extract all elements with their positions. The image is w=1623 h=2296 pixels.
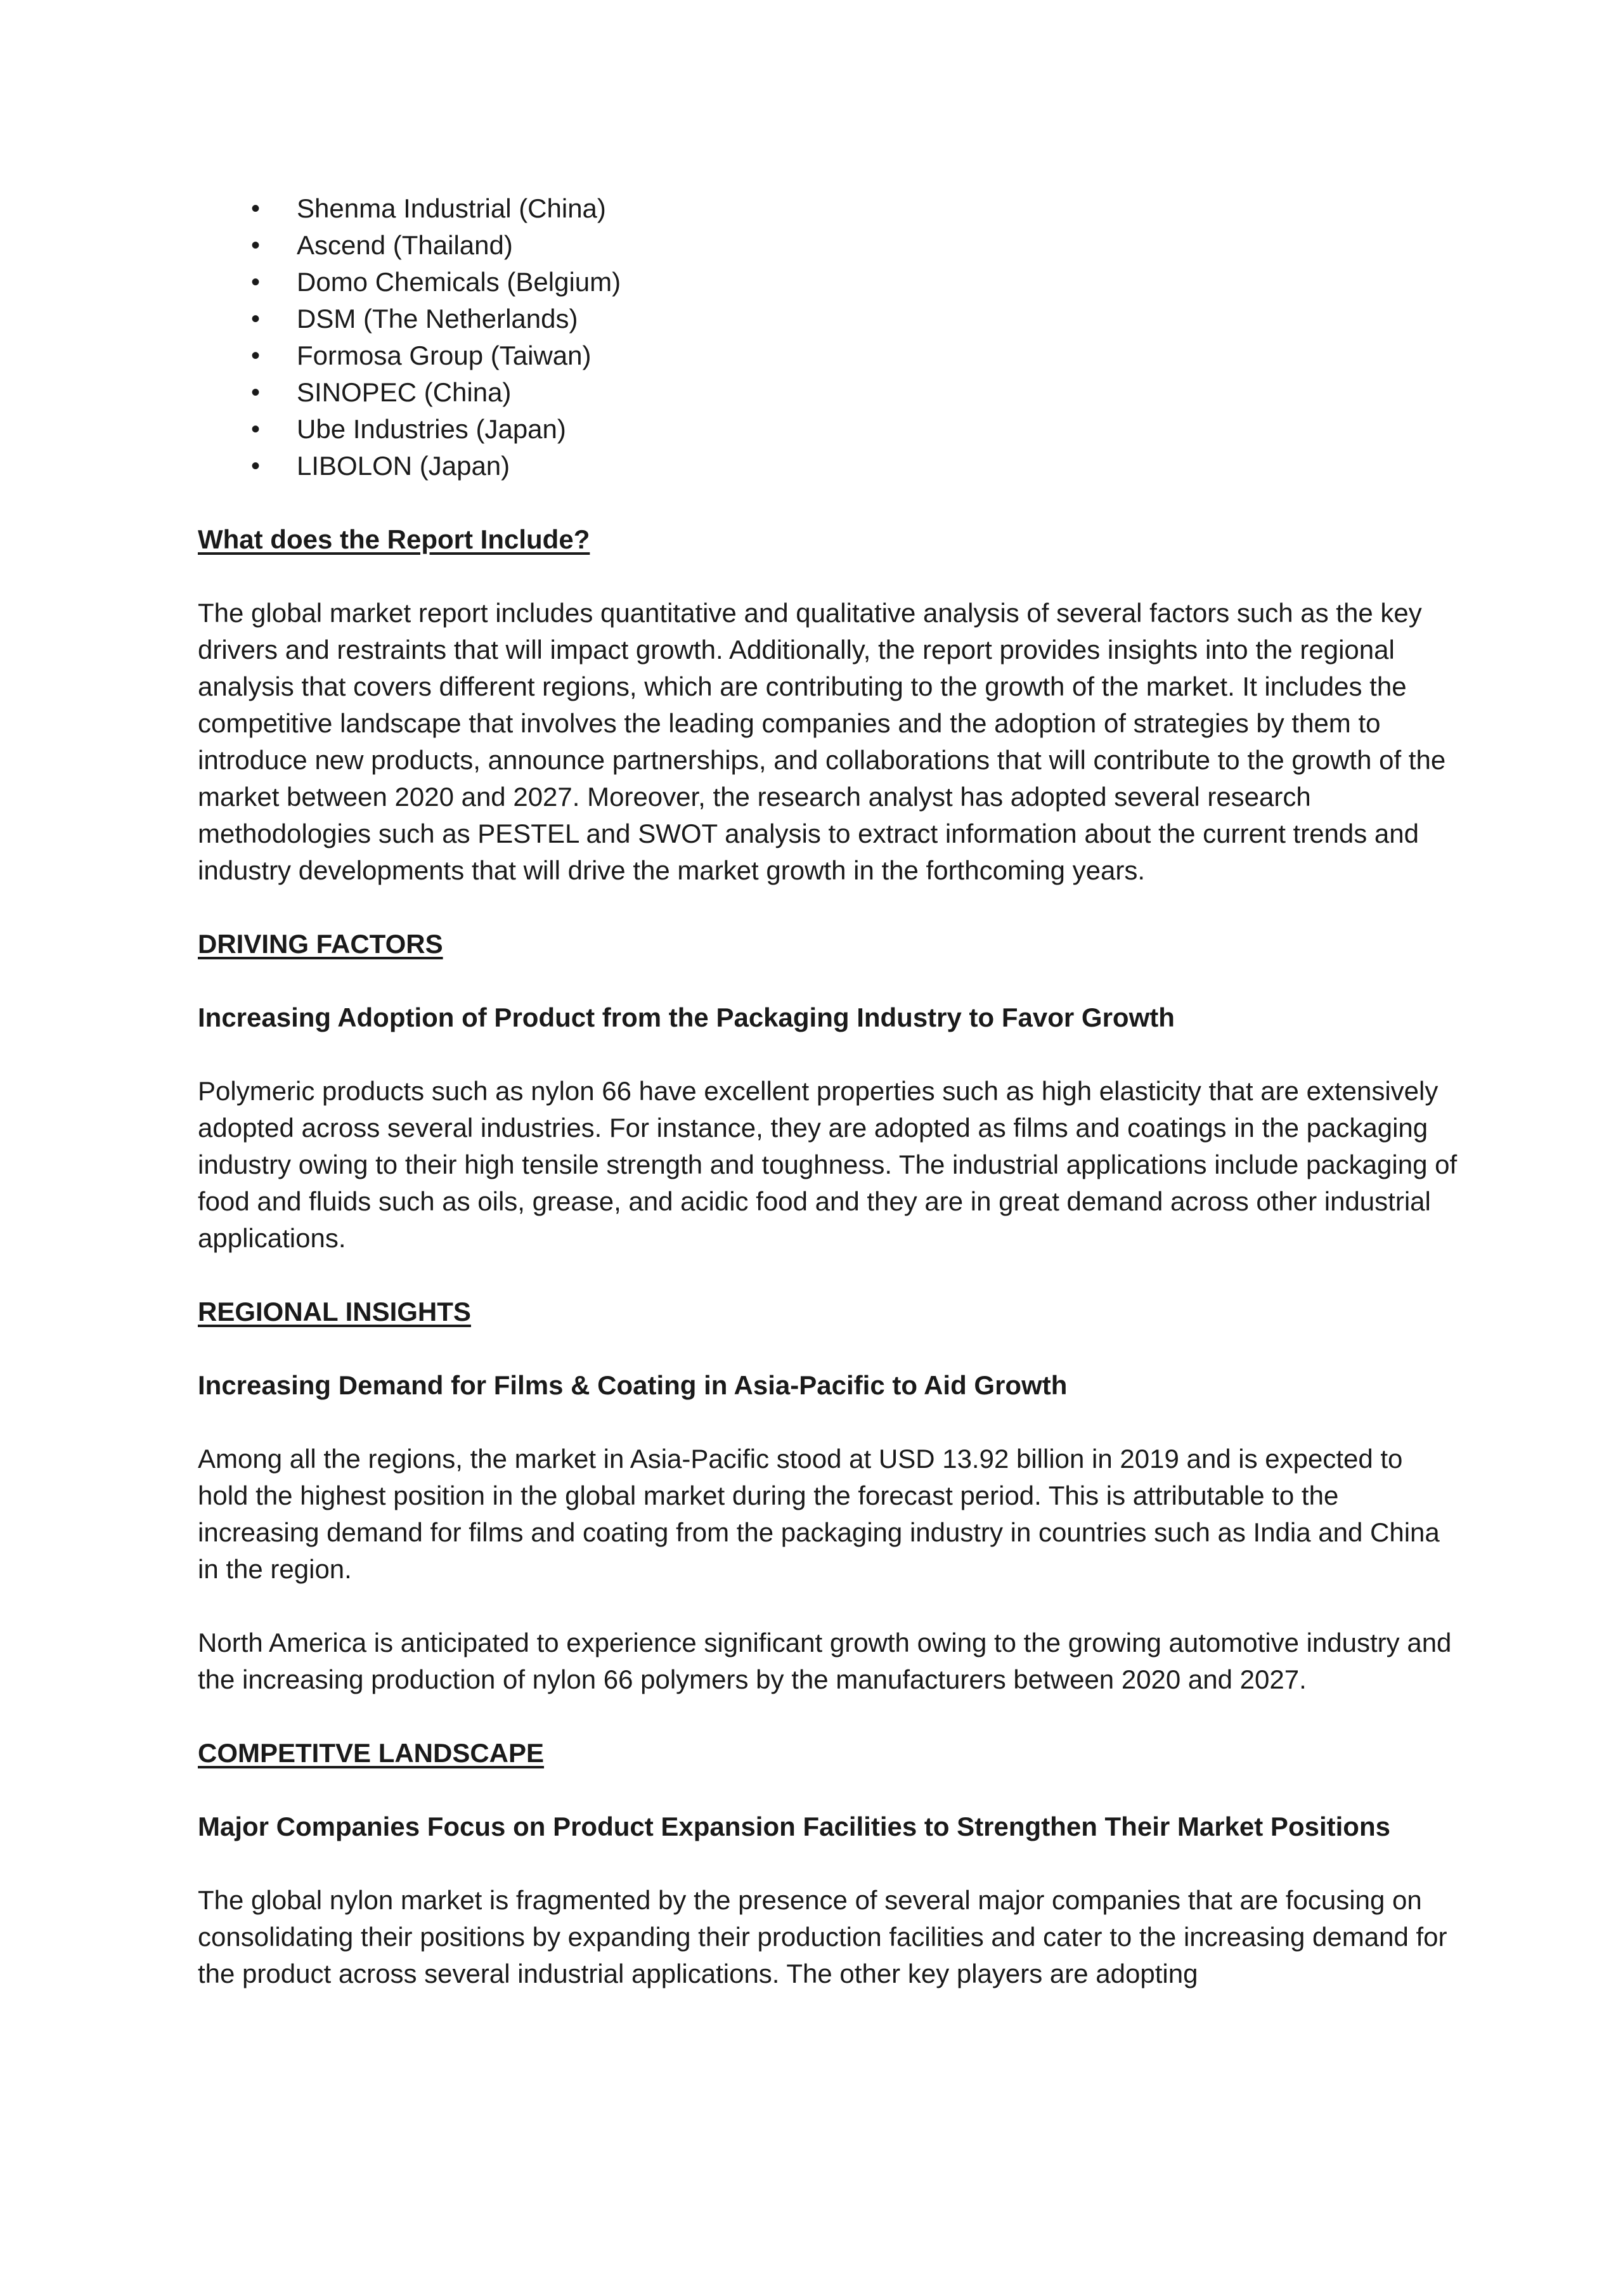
bullet-icon: • <box>251 268 261 296</box>
list-item: • Formosa Group (Taiwan) <box>198 337 1459 374</box>
report-include-heading: What does the Report Include? <box>198 524 590 554</box>
bullet-icon: • <box>251 305 261 333</box>
list-item: • DSM (The Netherlands) <box>198 301 1459 337</box>
driving-factors-heading: DRIVING FACTORS <box>198 929 443 959</box>
bullet-icon: • <box>251 342 261 370</box>
bullet-icon: • <box>251 452 261 480</box>
list-item: • Domo Chemicals (Belgium) <box>198 264 1459 301</box>
bullet-icon: • <box>251 415 261 443</box>
bullet-icon: • <box>251 379 261 406</box>
regional-insights-paragraph-1: Among all the regions, the market in Asia-Pacific stood at USD 13.92 billion in 2019 and is expected to hold the highest position in the global market during the forecast period. This is attributable to the increasing demand for films and coating from the packaging industry in countries such as India and China in the region. <box>198 1444 1440 1584</box>
company-list <box>198 190 1459 484</box>
regional-insights-paragraph-2: North America is anticipated to experience significant growth owing to the growing automotive industry and the increasing production of nylon 66 polymers by the manufacturers between 2020 and 2027. <box>198 1628 1452 1694</box>
competitive-landscape-paragraph: The global nylon market is fragmented by the presence of several major companies that are focusing on consolidating their positions by expanding their production facilities and cater to the increasing demand for the product across several industrial applications. The other key players are adopting <box>198 1885 1447 1988</box>
list-item: • Ube Industries (Japan) <box>198 411 1459 448</box>
list-item: • LIBOLON (Japan) <box>198 448 1459 484</box>
driving-factors-paragraph: Polymeric products such as nylon 66 have excellent properties such as high elasticity that are extensively adopted across several industries. For instance, they are adopted as films and coatings in the packaging industry owing to their high tensile strength and toughness. The industrial applications include packaging of food and fluids such as oils, grease, and acidic food and they are in great demand across other industrial applications. <box>198 1076 1458 1253</box>
list-item: • SINOPEC (China) <box>198 374 1459 411</box>
bullet-icon: • <box>251 195 261 223</box>
regional-insights-subheading: Increasing Demand for Films & Coating in Asia-Pacific to Aid Growth <box>198 1370 1068 1400</box>
list-item: • Shenma Industrial (China) <box>198 190 1459 227</box>
bullet-icon: • <box>251 231 261 259</box>
competitive-landscape-subheading: Major Companies Focus on Product Expansion Facilities to Strengthen Their Market Positions <box>198 1812 1390 1841</box>
competitive-landscape-heading: COMPETITVE LANDSCAPE <box>198 1738 545 1768</box>
report-include-paragraph: The global market report includes quantitative and qualitative analysis of several factors such as the key drivers and restraints that will impact growth. Additionally, the report provides insights into the regional analysis that covers different regions, which are contributing to the growth of the market. It includes the competitive landscape that involves the leading companies and the adoption of strategies by them to introduce new products, announce partnerships, and collaborations that will contribute to the growth of the market between 2020 and 2027. Moreover, the research analyst has adopted several research methodologies such as PESTEL and SWOT analysis to extract information about the current trends and industry developments that will drive the market growth in the forthcoming years. <box>198 598 1446 885</box>
document-content <box>198 190 1459 1992</box>
regional-insights-heading: REGIONAL INSIGHTS <box>198 1297 471 1326</box>
list-item: • Ascend (Thailand) <box>198 227 1459 264</box>
driving-factors-subheading: Increasing Adoption of Product from the Packaging Industry to Favor Growth <box>198 1002 1175 1032</box>
